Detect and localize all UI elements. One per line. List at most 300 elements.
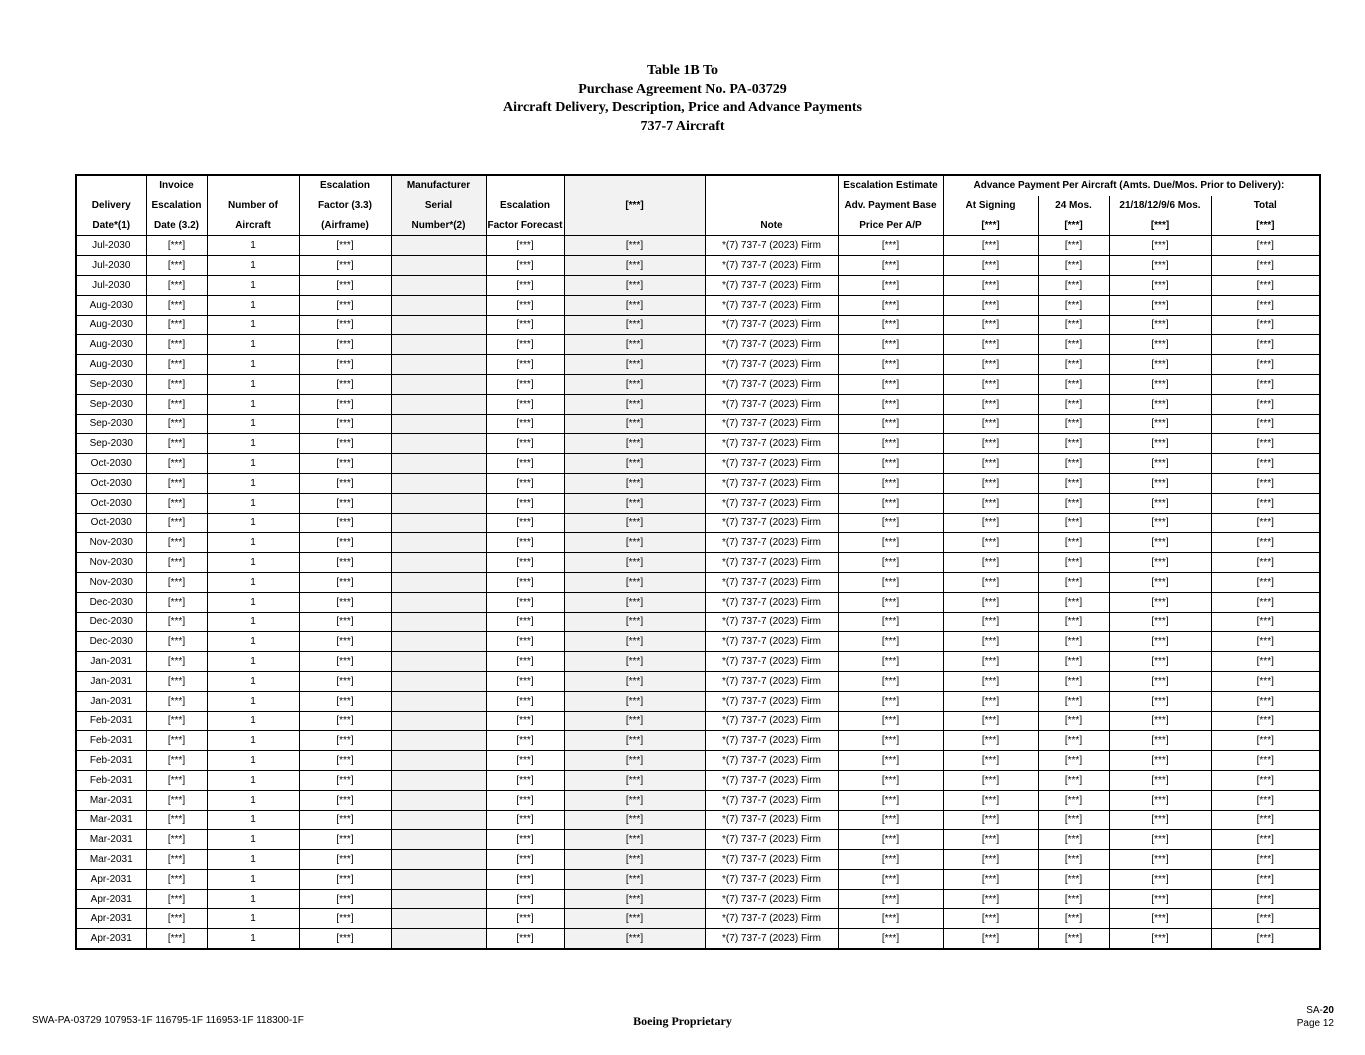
mos-24-cell: [***] [1038,275,1109,295]
sa-prefix: SA- [1306,1005,1323,1016]
serial-number-cell [391,869,486,889]
aircraft-count-cell: 1 [207,612,299,632]
header-row [76,216,1320,236]
serial-number-cell [391,454,486,474]
aircraft-count-cell: 1 [207,909,299,929]
factor-forecast-cell: [***] [486,374,564,394]
invoice-escalation-cell: [***] [146,612,207,632]
base-price-cell: [***] [838,652,943,672]
mos-multi-cell: [***] [1109,513,1211,533]
aircraft-count-cell: 1 [207,671,299,691]
table-row [76,275,1320,295]
header-cell [705,196,838,216]
delivery-date-cell: Mar-2031 [76,830,146,850]
header-cell [564,175,705,196]
aircraft-count-cell: 1 [207,355,299,375]
total-cell: [***] [1211,889,1320,909]
at-signing-cell: [***] [943,830,1038,850]
mos-multi-cell: [***] [1109,869,1211,889]
at-signing-cell: [***] [943,691,1038,711]
at-signing-cell: [***] [943,909,1038,929]
factor-forecast-cell: [***] [486,889,564,909]
aircraft-count-cell: 1 [207,929,299,949]
total-cell: [***] [1211,295,1320,315]
base-price-cell: [***] [838,671,943,691]
mos-multi-cell: [***] [1109,355,1211,375]
delivery-date-cell: Aug-2030 [76,355,146,375]
aircraft-count-cell: 1 [207,850,299,870]
note-cell: *(7) 737-7 (2023) Firm [705,671,838,691]
note-cell: *(7) 737-7 (2023) Firm [705,493,838,513]
mos-24-cell: [***] [1038,473,1109,493]
redacted-cell: [***] [564,592,705,612]
mos-multi-cell: [***] [1109,731,1211,751]
note-cell: *(7) 737-7 (2023) Firm [705,256,838,276]
aircraft-count-cell: 1 [207,711,299,731]
aircraft-count-cell: 1 [207,691,299,711]
invoice-escalation-cell: [***] [146,592,207,612]
table-row [76,652,1320,672]
factor-forecast-cell: [***] [486,731,564,751]
note-cell: *(7) 737-7 (2023) Firm [705,929,838,949]
header-cell: Manufacturer [391,175,486,196]
aircraft-count-cell: 1 [207,652,299,672]
delivery-date-cell: Sep-2030 [76,414,146,434]
base-price-cell: [***] [838,810,943,830]
table-header [76,175,1320,236]
at-signing-cell: [***] [943,355,1038,375]
at-signing-cell: [***] [943,850,1038,870]
total-cell: [***] [1211,691,1320,711]
base-price-cell: [***] [838,830,943,850]
mos-multi-cell: [***] [1109,929,1211,949]
aircraft-count-cell: 1 [207,553,299,573]
invoice-escalation-cell: [***] [146,473,207,493]
total-cell: [***] [1211,751,1320,771]
serial-number-cell [391,830,486,850]
base-price-cell: [***] [838,434,943,454]
redacted-cell: [***] [564,889,705,909]
mos-multi-cell: [***] [1109,850,1211,870]
header-cell: 24 Mos. [1038,196,1109,216]
mos-multi-cell: [***] [1109,473,1211,493]
note-cell: *(7) 737-7 (2023) Firm [705,553,838,573]
redacted-cell: [***] [564,374,705,394]
header-cell: [***] [943,216,1038,236]
mos-24-cell: [***] [1038,731,1109,751]
escalation-factor-cell: [***] [299,889,391,909]
serial-number-cell [391,275,486,295]
escalation-factor-cell: [***] [299,909,391,929]
base-price-cell: [***] [838,770,943,790]
total-cell: [***] [1211,810,1320,830]
note-cell: *(7) 737-7 (2023) Firm [705,612,838,632]
serial-number-cell [391,592,486,612]
total-cell: [***] [1211,929,1320,949]
redacted-cell: [***] [564,751,705,771]
table-row [76,889,1320,909]
total-cell: [***] [1211,335,1320,355]
header-cell: Price Per A/P [838,216,943,236]
header-cell: Number of [207,196,299,216]
mos-multi-cell: [***] [1109,830,1211,850]
aircraft-count-cell: 1 [207,513,299,533]
escalation-factor-cell: [***] [299,790,391,810]
mos-24-cell: [***] [1038,394,1109,414]
aircraft-count-cell: 1 [207,295,299,315]
base-price-cell: [***] [838,355,943,375]
redacted-cell: [***] [564,731,705,751]
header-cell [564,216,705,236]
document-title-block [0,62,1365,136]
total-cell: [***] [1211,612,1320,632]
mos-24-cell: [***] [1038,889,1109,909]
base-price-cell: [***] [838,632,943,652]
delivery-date-cell: Feb-2031 [76,751,146,771]
total-cell: [***] [1211,572,1320,592]
redacted-cell: [***] [564,295,705,315]
header-cell [76,175,146,196]
table-row [76,533,1320,553]
table-row [76,612,1320,632]
mos-24-cell: [***] [1038,612,1109,632]
aircraft-count-cell: 1 [207,572,299,592]
serial-number-cell [391,295,486,315]
note-cell: *(7) 737-7 (2023) Firm [705,731,838,751]
escalation-factor-cell: [***] [299,374,391,394]
at-signing-cell: [***] [943,770,1038,790]
delivery-date-cell: Aug-2030 [76,315,146,335]
serial-number-cell [391,790,486,810]
mos-24-cell: [***] [1038,454,1109,474]
serial-number-cell [391,810,486,830]
redacted-cell: [***] [564,810,705,830]
mos-24-cell: [***] [1038,929,1109,949]
at-signing-cell: [***] [943,533,1038,553]
table-row [76,770,1320,790]
base-price-cell: [***] [838,731,943,751]
invoice-escalation-cell: [***] [146,810,207,830]
note-cell: *(7) 737-7 (2023) Firm [705,394,838,414]
total-cell: [***] [1211,652,1320,672]
note-cell: *(7) 737-7 (2023) Firm [705,335,838,355]
note-cell: *(7) 737-7 (2023) Firm [705,374,838,394]
header-cell: Delivery [76,196,146,216]
delivery-date-cell: Oct-2030 [76,454,146,474]
factor-forecast-cell: [***] [486,671,564,691]
table-row [76,394,1320,414]
factor-forecast-cell: [***] [486,414,564,434]
aircraft-count-cell: 1 [207,493,299,513]
mos-24-cell: [***] [1038,355,1109,375]
note-cell: *(7) 737-7 (2023) Firm [705,711,838,731]
delivery-date-cell: Oct-2030 [76,473,146,493]
escalation-factor-cell: [***] [299,256,391,276]
total-cell: [***] [1211,374,1320,394]
mos-multi-cell: [***] [1109,889,1211,909]
delivery-date-cell: Apr-2031 [76,929,146,949]
base-price-cell: [***] [838,394,943,414]
escalation-factor-cell: [***] [299,553,391,573]
at-signing-cell: [***] [943,592,1038,612]
total-cell: [***] [1211,256,1320,276]
factor-forecast-cell: [***] [486,810,564,830]
base-price-cell: [***] [838,691,943,711]
escalation-factor-cell: [***] [299,434,391,454]
escalation-factor-cell: [***] [299,869,391,889]
serial-number-cell [391,889,486,909]
escalation-factor-cell: [***] [299,394,391,414]
table-row [76,790,1320,810]
escalation-factor-cell: [***] [299,355,391,375]
mos-multi-cell: [***] [1109,414,1211,434]
header-cell: Adv. Payment Base [838,196,943,216]
mos-multi-cell: [***] [1109,493,1211,513]
factor-forecast-cell: [***] [486,256,564,276]
at-signing-cell: [***] [943,493,1038,513]
redacted-cell: [***] [564,256,705,276]
total-cell: [***] [1211,770,1320,790]
escalation-factor-cell: [***] [299,236,391,256]
serial-number-cell [391,671,486,691]
serial-number-cell [391,711,486,731]
base-price-cell: [***] [838,374,943,394]
aircraft-count-cell: 1 [207,473,299,493]
header-cell: [***] [1038,216,1109,236]
escalation-factor-cell: [***] [299,632,391,652]
invoice-escalation-cell: [***] [146,909,207,929]
serial-number-cell [391,374,486,394]
delivery-date-cell: Apr-2031 [76,869,146,889]
document-reference: SWA-PA-03729 107953-1F 116795-1F 116953-1F 118300-1F [32,1015,304,1026]
delivery-date-cell: Dec-2030 [76,632,146,652]
invoice-escalation-cell: [***] [146,929,207,949]
escalation-factor-cell: [***] [299,315,391,335]
mos-multi-cell: [***] [1109,810,1211,830]
aircraft-count-cell: 1 [207,236,299,256]
aircraft-count-cell: 1 [207,315,299,335]
header-cell: 21/18/12/9/6 Mos. [1109,196,1211,216]
invoice-escalation-cell: [***] [146,394,207,414]
base-price-cell: [***] [838,909,943,929]
factor-forecast-cell: [***] [486,315,564,335]
factor-forecast-cell: [***] [486,830,564,850]
at-signing-cell: [***] [943,473,1038,493]
factor-forecast-cell: [***] [486,473,564,493]
table-row [76,473,1320,493]
serial-number-cell [391,632,486,652]
header-cell: Serial [391,196,486,216]
escalation-factor-cell: [***] [299,513,391,533]
mos-24-cell: [***] [1038,869,1109,889]
escalation-factor-cell: [***] [299,671,391,691]
factor-forecast-cell: [***] [486,355,564,375]
serial-number-cell [391,236,486,256]
table-row [76,751,1320,771]
mos-24-cell: [***] [1038,295,1109,315]
invoice-escalation-cell: [***] [146,731,207,751]
invoice-escalation-cell: [***] [146,790,207,810]
table-row [76,572,1320,592]
escalation-factor-cell: [***] [299,414,391,434]
sa-number: 20 [1322,1005,1334,1016]
serial-number-cell [391,493,486,513]
advance-payment-group-header: Advance Payment Per Aircraft (Amts. Due/Mos. Prior to Delivery): [943,175,1320,196]
mos-24-cell: [***] [1038,434,1109,454]
at-signing-cell: [***] [943,790,1038,810]
invoice-escalation-cell: [***] [146,850,207,870]
aircraft-count-cell: 1 [207,790,299,810]
header-cell: Escalation [299,175,391,196]
header-cell: Total [1211,196,1320,216]
base-price-cell: [***] [838,236,943,256]
invoice-escalation-cell: [***] [146,553,207,573]
mos-multi-cell: [***] [1109,553,1211,573]
mos-24-cell: [***] [1038,374,1109,394]
delivery-date-cell: Feb-2031 [76,711,146,731]
invoice-escalation-cell: [***] [146,533,207,553]
note-cell: *(7) 737-7 (2023) Firm [705,355,838,375]
aircraft-count-cell: 1 [207,275,299,295]
total-cell: [***] [1211,671,1320,691]
factor-forecast-cell: [***] [486,275,564,295]
redacted-cell: [***] [564,493,705,513]
delivery-date-cell: Jul-2030 [76,275,146,295]
escalation-factor-cell: [***] [299,295,391,315]
factor-forecast-cell: [***] [486,632,564,652]
factor-forecast-cell: [***] [486,295,564,315]
total-cell: [***] [1211,513,1320,533]
serial-number-cell [391,355,486,375]
redacted-cell: [***] [564,850,705,870]
at-signing-cell: [***] [943,810,1038,830]
mos-24-cell: [***] [1038,414,1109,434]
redacted-cell: [***] [564,513,705,533]
mos-24-cell: [***] [1038,770,1109,790]
total-cell: [***] [1211,236,1320,256]
at-signing-cell: [***] [943,394,1038,414]
redacted-cell: [***] [564,770,705,790]
invoice-escalation-cell: [***] [146,374,207,394]
at-signing-cell: [***] [943,929,1038,949]
mos-24-cell: [***] [1038,751,1109,771]
base-price-cell: [***] [838,533,943,553]
mos-24-cell: [***] [1038,553,1109,573]
mos-multi-cell: [***] [1109,454,1211,474]
total-cell: [***] [1211,711,1320,731]
factor-forecast-cell: [***] [486,711,564,731]
table-row [76,256,1320,276]
serial-number-cell [391,731,486,751]
invoice-escalation-cell: [***] [146,869,207,889]
mos-multi-cell: [***] [1109,612,1211,632]
escalation-factor-cell: [***] [299,850,391,870]
table-row [76,335,1320,355]
serial-number-cell [391,394,486,414]
redacted-cell: [***] [564,632,705,652]
serial-number-cell [391,572,486,592]
serial-number-cell [391,434,486,454]
mos-24-cell: [***] [1038,513,1109,533]
base-price-cell: [***] [838,592,943,612]
note-cell: *(7) 737-7 (2023) Firm [705,473,838,493]
note-cell: *(7) 737-7 (2023) Firm [705,572,838,592]
escalation-factor-cell: [***] [299,770,391,790]
table-row [76,850,1320,870]
aircraft-count-cell: 1 [207,414,299,434]
header-cell: Date*(1) [76,216,146,236]
mos-multi-cell: [***] [1109,909,1211,929]
redacted-cell: [***] [564,612,705,632]
aircraft-count-cell: 1 [207,770,299,790]
delivery-date-cell: Apr-2031 [76,909,146,929]
base-price-cell: [***] [838,454,943,474]
redacted-cell: [***] [564,335,705,355]
escalation-factor-cell: [***] [299,810,391,830]
escalation-factor-cell: [***] [299,711,391,731]
factor-forecast-cell: [***] [486,869,564,889]
table-row [76,315,1320,335]
serial-number-cell [391,335,486,355]
base-price-cell: [***] [838,889,943,909]
delivery-date-cell: Dec-2030 [76,612,146,632]
at-signing-cell: [***] [943,374,1038,394]
base-price-cell: [***] [838,256,943,276]
note-cell: *(7) 737-7 (2023) Firm [705,295,838,315]
delivery-date-cell: Feb-2031 [76,770,146,790]
factor-forecast-cell: [***] [486,652,564,672]
note-cell: *(7) 737-7 (2023) Firm [705,275,838,295]
table-description: Aircraft Delivery, Description, Price and Advance Payments [502,100,862,115]
factor-forecast-cell: [***] [486,394,564,414]
delivery-date-cell: Sep-2030 [76,374,146,394]
delivery-date-cell: Mar-2031 [76,790,146,810]
mos-multi-cell: [***] [1109,256,1211,276]
escalation-factor-cell: [***] [299,533,391,553]
factor-forecast-cell: [***] [486,751,564,771]
at-signing-cell: [***] [943,711,1038,731]
serial-number-cell [391,652,486,672]
table-row [76,909,1320,929]
header-cell: Note [705,216,838,236]
at-signing-cell: [***] [943,612,1038,632]
total-cell: [***] [1211,315,1320,335]
table-row [76,434,1320,454]
redacted-cell: [***] [564,275,705,295]
base-price-cell: [***] [838,751,943,771]
agreement-number: Purchase Agreement No. PA-03729 [578,81,787,97]
mos-24-cell: [***] [1038,830,1109,850]
serial-number-cell [391,513,486,533]
escalation-factor-cell: [***] [299,592,391,612]
base-price-cell: [***] [838,553,943,573]
mos-24-cell: [***] [1038,256,1109,276]
note-cell: *(7) 737-7 (2023) Firm [705,869,838,889]
invoice-escalation-cell: [***] [146,236,207,256]
note-cell: *(7) 737-7 (2023) Firm [705,414,838,434]
aircraft-count-cell: 1 [207,731,299,751]
mos-24-cell: [***] [1038,850,1109,870]
table-row [76,374,1320,394]
table-row [76,454,1320,474]
mos-24-cell: [***] [1038,652,1109,672]
total-cell: [***] [1211,850,1320,870]
base-price-cell: [***] [838,295,943,315]
note-cell: *(7) 737-7 (2023) Firm [705,751,838,771]
at-signing-cell: [***] [943,869,1038,889]
base-price-cell: [***] [838,473,943,493]
table-row [76,414,1320,434]
